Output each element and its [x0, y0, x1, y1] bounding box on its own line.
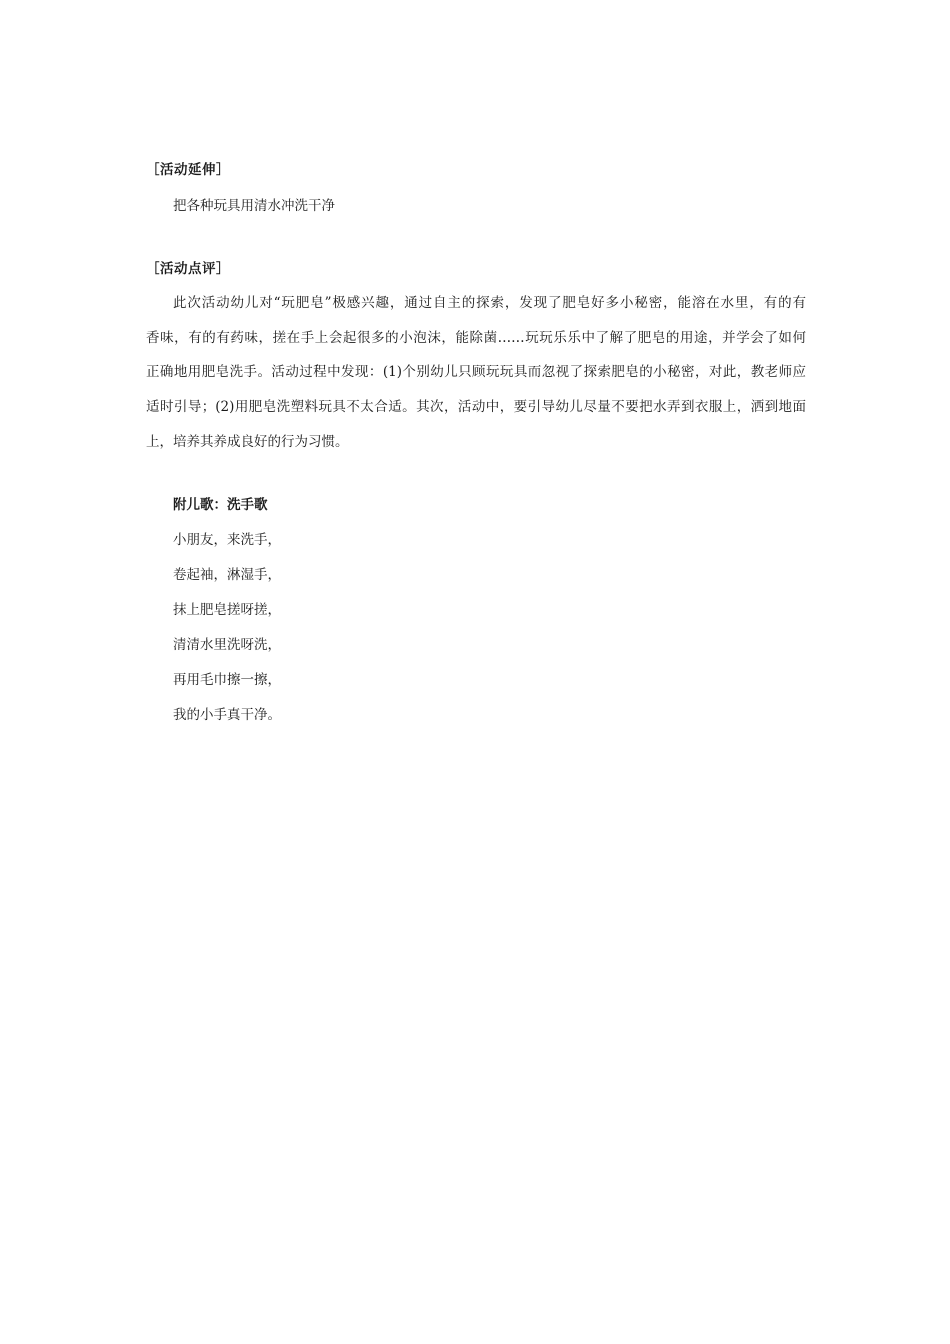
review-line-3: 正确地用肥皂洗手。活动过程中发现：(1)个别幼儿只顾玩玩具而忽视了探索肥皂的小秘密，对此，教老师应 [146, 364, 806, 380]
song-line-5: 再用毛巾擦一擦， [173, 672, 281, 688]
review-line-5: 上，培养其养成良好的行为习惯。 [146, 434, 349, 450]
song-line-2: 卷起袖，淋湿手， [173, 567, 281, 583]
review-heading: ［活动点评］ [146, 261, 230, 277]
review-line-4: 适时引导；(2)用肥皂洗塑料玩具不太合适。其次，活动中，要引导幼儿尽量不要把水弄到衣服上，洒到地面 [146, 399, 806, 415]
song-line-3: 抹上肥皂搓呀搓， [173, 602, 281, 618]
review-line-1: 此次活动幼儿对“玩肥皂”极感兴趣，通过自主的探索，发现了肥皂好多小秘密，能溶在水里，有的有 [173, 295, 806, 311]
song-line-6: 我的小手真干净。 [173, 707, 281, 723]
song-line-1: 小朋友，来洗手， [173, 532, 281, 548]
review-line-2: 香味，有的有药味，搓在手上会起很多的小泡沫，能除菌……玩玩乐乐中了解了肥皂的用途，并学会了如何 [146, 330, 806, 346]
extension-body: 把各种玩具用清水冲洗干净 [173, 198, 335, 214]
song-title: 附儿歌：洗手歌 [173, 497, 268, 513]
song-line-4: 清清水里洗呀洗， [173, 637, 281, 653]
extension-heading: ［活动延伸］ [146, 162, 230, 178]
